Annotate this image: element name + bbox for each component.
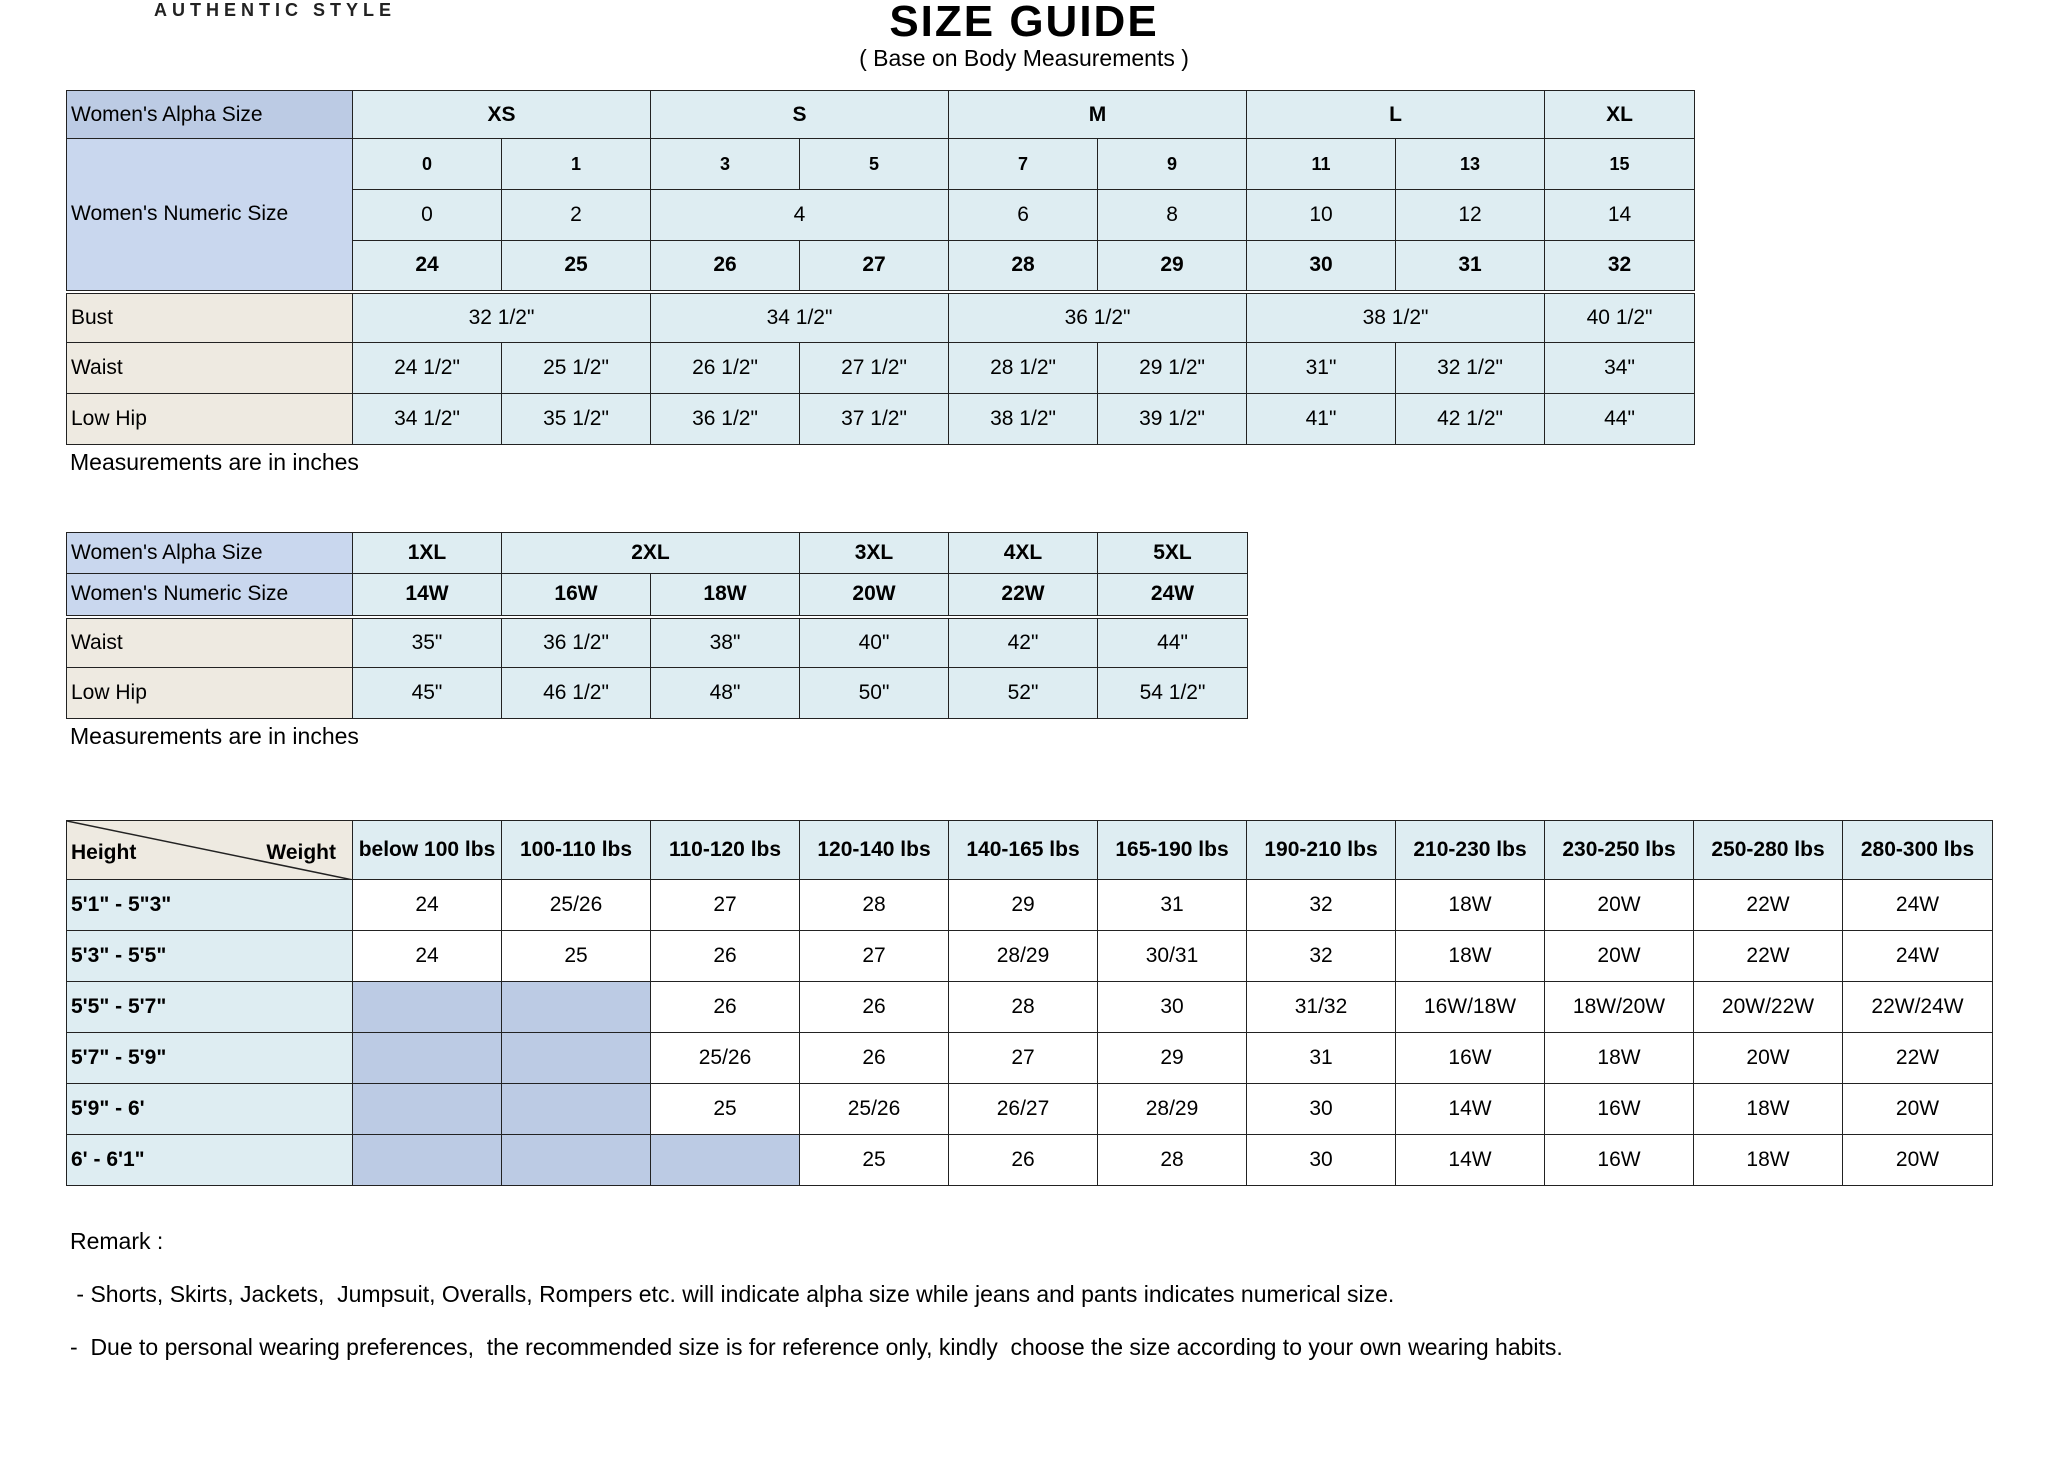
measurement-cell: 35": [353, 617, 502, 668]
alpha-size-cell: M: [949, 91, 1247, 139]
row-label-waist: Waist: [67, 343, 353, 394]
size-recommendation-cell: 16W: [1545, 1135, 1694, 1186]
numeric-size-cell: 22W: [949, 574, 1098, 617]
weight-header: 250-280 lbs: [1694, 821, 1843, 880]
measurement-cell: 32 1/2": [1396, 343, 1545, 394]
size-recommendation-cell: 22W: [1694, 931, 1843, 982]
measurement-cell: 37 1/2": [800, 394, 949, 445]
measurement-cell: 41": [1247, 394, 1396, 445]
size-recommendation-cell: 28/29: [1098, 1084, 1247, 1135]
size-recommendation-cell: 30/31: [1098, 931, 1247, 982]
size-recommendation-cell: 16W/18W: [1396, 982, 1545, 1033]
remark-line: - Shorts, Skirts, Jackets, Jumpsuit, Overalls, Rompers etc. will indicate alpha size while jeans and pants indicates numerical size.: [70, 1281, 1395, 1307]
measurement-note: Measurements are in inches: [70, 723, 359, 749]
table-row: [67, 617, 1248, 668]
size-recommendation-cell: 16W: [1545, 1084, 1694, 1135]
size-recommendation-cell: 26/27: [949, 1084, 1098, 1135]
height-range-label: 5'7" - 5'9": [67, 1033, 353, 1084]
size-recommendation-cell: 27: [800, 931, 949, 982]
size-recommendation-cell: 22W/24W: [1843, 982, 1993, 1033]
weight-header: 165-190 lbs: [1098, 821, 1247, 880]
table-row: [67, 533, 1248, 574]
size-recommendation-cell: 24: [353, 931, 502, 982]
alpha-size-cell: 3XL: [800, 533, 949, 574]
numeric-size-cell: 24: [353, 241, 502, 292]
measurement-cell: 25 1/2": [502, 343, 651, 394]
alpha-size-cell: 1XL: [353, 533, 502, 574]
size-recommendation-cell: 18W: [1396, 931, 1545, 982]
measurement-cell: 44": [1098, 617, 1248, 668]
size-recommendation-cell: 24W: [1843, 931, 1993, 982]
measurement-cell: 44": [1545, 394, 1695, 445]
empty-cell: [353, 1033, 502, 1084]
measurement-cell: 34 1/2": [651, 292, 949, 343]
numeric-size-cell: 30: [1247, 241, 1396, 292]
empty-cell: [502, 1135, 651, 1186]
measurement-cell: 38": [651, 617, 800, 668]
size-recommendation-cell: 18W: [1396, 880, 1545, 931]
row-label-alpha: Women's Alpha Size: [67, 91, 353, 139]
size-recommendation-cell: 20W: [1843, 1084, 1993, 1135]
numeric-size-cell: 26: [651, 241, 800, 292]
remark-heading: Remark :: [70, 1228, 164, 1254]
row-label-numeric: Women's Numeric Size: [67, 139, 353, 292]
measurement-cell: 31": [1247, 343, 1396, 394]
weight-header: below 100 lbs: [353, 821, 502, 880]
size-recommendation-cell: 26: [651, 931, 800, 982]
measurement-cell: 52": [949, 668, 1098, 719]
size-recommendation-cell: 24W: [1843, 880, 1993, 931]
measurement-cell: 50": [800, 668, 949, 719]
size-recommendation-cell: 27: [949, 1033, 1098, 1084]
table-row: [67, 574, 1248, 617]
size-recommendation-cell: 16W: [1396, 1033, 1545, 1084]
row-label-bust: Bust: [67, 292, 353, 343]
measurement-cell: 24 1/2": [353, 343, 502, 394]
size-recommendation-cell: 27: [651, 880, 800, 931]
measurement-cell: 34 1/2": [353, 394, 502, 445]
height-weight-corner: [67, 821, 353, 880]
empty-cell: [651, 1135, 800, 1186]
size-recommendation-cell: 29: [949, 880, 1098, 931]
table-row: [67, 931, 1993, 982]
table-row: [67, 1084, 1993, 1135]
empty-cell: [353, 1135, 502, 1186]
size-recommendation-cell: 25: [800, 1135, 949, 1186]
table-row: [67, 292, 1695, 343]
empty-cell: [502, 1084, 651, 1135]
numeric-size-cell: 27: [800, 241, 949, 292]
weight-header: 140-165 lbs: [949, 821, 1098, 880]
numeric-size-cell: 15: [1545, 139, 1695, 190]
size-recommendation-cell: 26: [651, 982, 800, 1033]
measurement-cell: 38 1/2": [1247, 292, 1545, 343]
size-recommendation-cell: 20W/22W: [1694, 982, 1843, 1033]
size-recommendation-cell: 20W: [1843, 1135, 1993, 1186]
numeric-size-cell: 0: [353, 190, 502, 241]
size-recommendation-cell: 22W: [1694, 880, 1843, 931]
size-recommendation-cell: 20W: [1545, 931, 1694, 982]
numeric-size-cell: 32: [1545, 241, 1695, 292]
height-label: Height: [71, 841, 137, 864]
size-recommendation-cell: 31: [1098, 880, 1247, 931]
page-subtitle: ( Base on Body Measurements ): [859, 45, 1189, 71]
empty-cell: [502, 1033, 651, 1084]
measurement-cell: 40": [800, 617, 949, 668]
size-recommendation-cell: 26: [800, 1033, 949, 1084]
measurement-note: Measurements are in inches: [70, 449, 359, 475]
size-recommendation-cell: 30: [1247, 1135, 1396, 1186]
measurement-cell: 35 1/2": [502, 394, 651, 445]
size-recommendation-cell: 25/26: [651, 1033, 800, 1084]
numeric-size-cell: 2: [502, 190, 651, 241]
numeric-size-cell: 18W: [651, 574, 800, 617]
table-row: [67, 91, 1695, 139]
measurement-cell: 40 1/2": [1545, 292, 1695, 343]
size-recommendation-cell: 28/29: [949, 931, 1098, 982]
numeric-size-cell: 25: [502, 241, 651, 292]
table-row: [67, 1033, 1993, 1084]
size-recommendation-cell: 18W: [1545, 1033, 1694, 1084]
size-recommendation-cell: 30: [1098, 982, 1247, 1033]
size-recommendation-cell: 14W: [1396, 1084, 1545, 1135]
size-recommendation-cell: 18W/20W: [1545, 982, 1694, 1033]
measurement-cell: 38 1/2": [949, 394, 1098, 445]
alpha-size-cell: 4XL: [949, 533, 1098, 574]
table-row: [67, 821, 1993, 880]
numeric-size-cell: 24W: [1098, 574, 1248, 617]
weight-header: 110-120 lbs: [651, 821, 800, 880]
height-range-label: 5'1" - 5"3": [67, 880, 353, 931]
remark-line: - Due to personal wearing preferences, the recommended size is for reference only, kindly choose the size according to your own wearing habits.: [70, 1334, 1563, 1360]
table-row: [67, 139, 1695, 190]
numeric-size-cell: 7: [949, 139, 1098, 190]
size-recommendation-cell: 28: [1098, 1135, 1247, 1186]
measurement-cell: 29 1/2": [1098, 343, 1247, 394]
height-range-label: 5'3" - 5'5": [67, 931, 353, 982]
measurement-cell: 32 1/2": [353, 292, 651, 343]
size-table-regular: [66, 90, 1695, 445]
row-label-low-hip: Low Hip: [67, 668, 353, 719]
height-range-label: 5'9" - 6': [67, 1084, 353, 1135]
measurement-cell: 46 1/2": [502, 668, 651, 719]
numeric-size-cell: 14: [1545, 190, 1695, 241]
weight-header: 100-110 lbs: [502, 821, 651, 880]
numeric-size-cell: 16W: [502, 574, 651, 617]
measurement-cell: 36 1/2": [949, 292, 1247, 343]
table-row: [67, 668, 1248, 719]
size-recommendation-cell: 25/26: [502, 880, 651, 931]
measurement-cell: 34": [1545, 343, 1695, 394]
measurement-cell: 54 1/2": [1098, 668, 1248, 719]
weight-header: 230-250 lbs: [1545, 821, 1694, 880]
table-row: [67, 394, 1695, 445]
measurement-cell: 42": [949, 617, 1098, 668]
size-recommendation-cell: 18W: [1694, 1135, 1843, 1186]
size-recommendation-cell: 14W: [1396, 1135, 1545, 1186]
numeric-size-cell: 29: [1098, 241, 1247, 292]
size-recommendation-cell: 18W: [1694, 1084, 1843, 1135]
size-recommendation-cell: 28: [800, 880, 949, 931]
measurement-cell: 36 1/2": [502, 617, 651, 668]
brand-logo-text: AUTHENTIC STYLE: [154, 0, 397, 20]
numeric-size-cell: 13: [1396, 139, 1545, 190]
size-recommendation-cell: 30: [1247, 1084, 1396, 1135]
size-table-plus: [66, 532, 1248, 719]
numeric-size-cell: 10: [1247, 190, 1396, 241]
row-label-alpha: Women's Alpha Size: [67, 533, 353, 574]
alpha-size-cell: 5XL: [1098, 533, 1248, 574]
row-label-numeric: Women's Numeric Size: [67, 574, 353, 617]
size-recommendation-cell: 28: [949, 982, 1098, 1033]
size-recommendation-cell: 31/32: [1247, 982, 1396, 1033]
row-label-waist: Waist: [67, 617, 353, 668]
measurement-cell: 26 1/2": [651, 343, 800, 394]
size-recommendation-cell: 26: [949, 1135, 1098, 1186]
weight-header: 210-230 lbs: [1396, 821, 1545, 880]
size-recommendation-cell: 32: [1247, 931, 1396, 982]
numeric-size-cell: 14W: [353, 574, 502, 617]
weight-label: Weight: [266, 841, 336, 864]
empty-cell: [353, 982, 502, 1033]
measurement-cell: 42 1/2": [1396, 394, 1545, 445]
numeric-size-cell: 6: [949, 190, 1098, 241]
size-recommendation-cell: 20W: [1694, 1033, 1843, 1084]
row-label-low-hip: Low Hip: [67, 394, 353, 445]
numeric-size-cell: 9: [1098, 139, 1247, 190]
measurement-cell: 45": [353, 668, 502, 719]
numeric-size-cell: 31: [1396, 241, 1545, 292]
numeric-size-cell: 3: [651, 139, 800, 190]
numeric-size-cell: 4: [651, 190, 949, 241]
height-range-label: 5'5" - 5'7": [67, 982, 353, 1033]
table-row: [67, 880, 1993, 931]
size-recommendation-cell: 22W: [1843, 1033, 1993, 1084]
size-recommendation-cell: 32: [1247, 880, 1396, 931]
table-row: [67, 343, 1695, 394]
numeric-size-cell: 0: [353, 139, 502, 190]
size-recommendation-cell: 24: [353, 880, 502, 931]
numeric-size-cell: 20W: [800, 574, 949, 617]
height-weight-body: [67, 880, 1993, 1186]
measurement-cell: 27 1/2": [800, 343, 949, 394]
numeric-size-cell: 11: [1247, 139, 1396, 190]
empty-cell: [353, 1084, 502, 1135]
numeric-size-cell: 5: [800, 139, 949, 190]
size-recommendation-cell: 31: [1247, 1033, 1396, 1084]
size-recommendation-cell: 25: [651, 1084, 800, 1135]
numeric-size-cell: 28: [949, 241, 1098, 292]
size-recommendation-cell: 25: [502, 931, 651, 982]
alpha-size-cell: XL: [1545, 91, 1695, 139]
size-recommendation-cell: 29: [1098, 1033, 1247, 1084]
alpha-size-cell: XS: [353, 91, 651, 139]
table-row: [67, 1135, 1993, 1186]
alpha-size-cell: 2XL: [502, 533, 800, 574]
size-recommendation-cell: 25/26: [800, 1084, 949, 1135]
weight-header: 280-300 lbs: [1843, 821, 1993, 880]
height-weight-table: [66, 820, 1993, 1186]
measurement-cell: 48": [651, 668, 800, 719]
numeric-size-cell: 8: [1098, 190, 1247, 241]
numeric-size-cell: 12: [1396, 190, 1545, 241]
size-recommendation-cell: 20W: [1545, 880, 1694, 931]
size-recommendation-cell: 26: [800, 982, 949, 1033]
weight-header: 190-210 lbs: [1247, 821, 1396, 880]
weight-header: 120-140 lbs: [800, 821, 949, 880]
page-title: SIZE GUIDE: [889, 0, 1159, 46]
height-range-label: 6' - 6'1": [67, 1135, 353, 1186]
empty-cell: [502, 982, 651, 1033]
alpha-size-cell: S: [651, 91, 949, 139]
table-row: [67, 982, 1993, 1033]
numeric-size-cell: 1: [502, 139, 651, 190]
alpha-size-cell: L: [1247, 91, 1545, 139]
measurement-cell: 39 1/2": [1098, 394, 1247, 445]
measurement-cell: 28 1/2": [949, 343, 1098, 394]
measurement-cell: 36 1/2": [651, 394, 800, 445]
